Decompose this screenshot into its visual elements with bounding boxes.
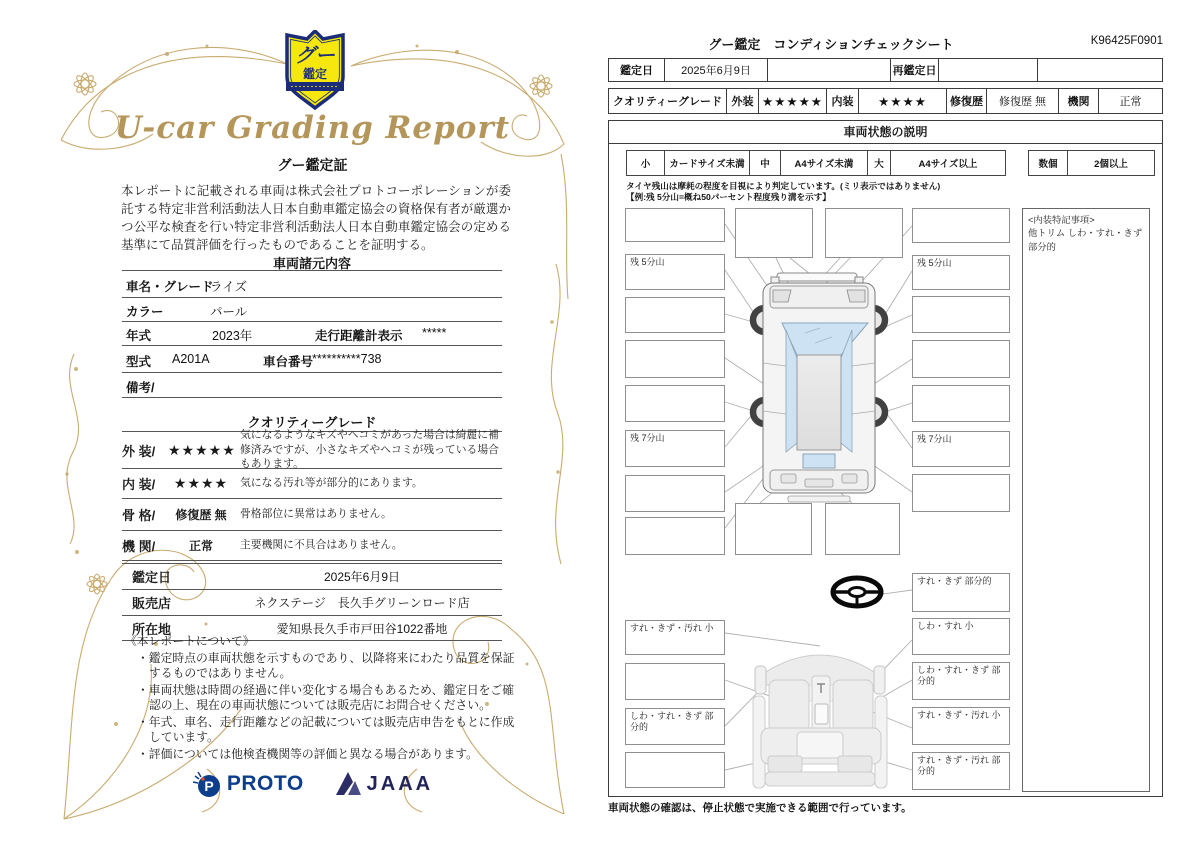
condition-box — [625, 340, 725, 378]
engine-value: 正常 — [1119, 96, 1142, 108]
quality-grade-summary-table — [608, 88, 1163, 114]
interior-stars: ★★★★ — [859, 89, 947, 113]
repair-history-label: 修復歴 — [947, 89, 987, 113]
spec-label: カラー — [126, 305, 164, 319]
condition-box — [825, 503, 900, 555]
spec-value: **********738 — [312, 352, 382, 366]
spec-label: 備考/ — [126, 381, 155, 395]
exterior-label: 外装 — [727, 89, 759, 113]
about-report-notes — [125, 634, 517, 763]
condition-box — [625, 752, 725, 788]
condition-box — [912, 208, 1010, 243]
date-value-cell: 2025年6月9日 — [665, 59, 768, 81]
sheet-title: グー鑑定 コンディションチェックシート — [708, 37, 954, 52]
spec-label: 車台番号 — [263, 355, 314, 369]
interior-special-notes-panel — [1022, 208, 1150, 792]
size-large-label: 大 — [868, 151, 891, 175]
condition-box — [735, 208, 813, 258]
about-note-item: ・年式、車名、走行距離などの記載については販売店申告をもとに作成しています。 — [137, 714, 515, 745]
about-note-item: ・車両状態は時間の経過に伴い変化する場合もあるため、鑑定日をご確認の上、現在の車両状態については販売店にお問合せください。 — [137, 682, 515, 713]
grade-label: 骨 格/ — [122, 508, 156, 523]
badge-bottom-text: 鑑定 — [302, 67, 328, 81]
empty-cell — [1038, 59, 1162, 81]
table-row — [122, 297, 502, 321]
grading-report-page — [55, 22, 570, 828]
size-small-label: 小 — [627, 151, 665, 175]
report-title: U-car Grading Report — [114, 110, 511, 146]
exterior-stars: ★★★★★ — [759, 89, 827, 113]
condition-box — [825, 208, 903, 258]
condition-box-tire-rear-right: 残 7分山 — [912, 431, 1010, 467]
table-row — [122, 270, 502, 297]
spec-label: 車名・グレード — [126, 280, 214, 294]
table-row — [122, 589, 502, 615]
condition-box — [625, 517, 725, 555]
about-note-item: ・評価については他検査機関等の評価と異なる場合があります。 — [137, 746, 478, 761]
spec-value: ***** — [422, 326, 447, 340]
info-label: 鑑定日 — [132, 570, 172, 585]
footer-logos — [55, 770, 570, 798]
dealer-info-table — [122, 563, 502, 641]
tire-note-line1: タイヤ残山は摩耗の程度を目視により判定しています。(ミリ表示ではありません) — [626, 181, 941, 191]
redate-label-cell: 再鑑定日 — [891, 59, 939, 81]
info-label: 所在地 — [132, 621, 172, 637]
info-label: 販売店 — [132, 596, 172, 611]
about-note-item: ・鑑定時点の車両状態を示すものであり、以降将来にわたり品質を保証するものではありません。 — [137, 650, 515, 681]
spec-section-title: 車両諸元内容 — [272, 256, 351, 271]
condition-box — [625, 475, 725, 512]
condition-box — [625, 297, 725, 333]
empty-cell — [939, 59, 1038, 81]
goo-kantei-badge-icon — [283, 30, 347, 110]
proto-logo-text: PROTO — [226, 772, 304, 795]
grade-table-label: クオリティーグレード — [609, 89, 727, 113]
condition-box — [735, 503, 812, 555]
proto-logo-icon — [192, 770, 222, 798]
count-label: 数個 — [1029, 151, 1068, 175]
document-number: K96425F0901 — [1090, 35, 1163, 47]
interior-label: 内装 — [827, 89, 859, 113]
table-row — [122, 372, 502, 398]
quality-grade-table — [122, 431, 502, 561]
condition-box — [912, 474, 1010, 512]
info-value: 愛知県長久手市戸田谷1022番地 — [276, 621, 448, 636]
condition-box — [912, 385, 1010, 422]
condition-box — [625, 663, 725, 700]
condition-box — [912, 340, 1010, 378]
grade-description: 骨格部位に異常はありません。 — [240, 508, 392, 521]
condition-box-interior: すれ・きず・汚れ 小 — [912, 707, 1010, 745]
condition-box — [625, 385, 725, 422]
condition-box-interior: しわ・すれ・きず 部分的 — [912, 662, 1010, 700]
proto-icon-letter: P — [204, 778, 214, 794]
condition-box-interior: しわ・すれ・きず 部分的 — [625, 708, 725, 745]
grade-label: 機 関/ — [122, 539, 156, 554]
interior-notes-body: 他トリム しわ・すれ・きず 部分的 — [1028, 228, 1143, 252]
grade-stars: ★★★★ — [173, 475, 229, 491]
size-large-desc: A4サイズ以上 — [918, 159, 978, 170]
interior-notes-title: <内装特記事項> — [1028, 215, 1095, 225]
table-row — [122, 321, 502, 345]
proto-logo — [192, 770, 304, 798]
spec-label: 型式 — [126, 355, 152, 369]
size-medium-label: 中 — [750, 151, 781, 175]
condition-box — [912, 296, 1010, 333]
engine-label: 機関 — [1059, 89, 1099, 113]
vehicle-spec-table — [122, 270, 502, 398]
jaaa-logo-icon — [334, 771, 362, 797]
condition-box-interior: すれ・きず・汚れ 小 — [625, 620, 725, 655]
condition-section-title: 車両状態の説明 — [609, 121, 1162, 144]
condition-box-tire-rear-left: 残 7分山 — [625, 430, 725, 467]
condition-box-tire-front-right: 残 5分山 — [912, 255, 1010, 290]
table-row — [122, 498, 502, 530]
spec-value: A201A — [172, 352, 210, 366]
about-title: 《本レポートについて》 — [125, 634, 255, 648]
count-legend-table — [1028, 150, 1155, 176]
size-medium-desc: A4サイズ未満 — [781, 151, 868, 175]
appraisal-date-table — [608, 58, 1163, 82]
size-small-desc: カードサイズ未満 — [665, 151, 750, 175]
grade-label: 内 装/ — [122, 477, 156, 492]
condition-box — [625, 208, 725, 242]
table-row — [122, 345, 502, 372]
table-row — [122, 563, 502, 589]
spec-value: 2023年 — [212, 329, 253, 343]
condition-check-sheet-page — [600, 28, 1170, 828]
size-legend-table — [626, 150, 1006, 176]
badge-top-text: グー — [295, 45, 335, 67]
info-value: ネクステージ 長久手グリーンロード店 — [254, 596, 470, 610]
condition-box-interior: すれ・きず・汚れ 部分的 — [912, 752, 1010, 790]
grade-description: 気になるようなキズやヘコミがあった場合は綺麗に補修済みですが、小さなキズやヘコミが残っている場合もあります。 — [240, 429, 499, 471]
grade-label: 外 装/ — [122, 443, 156, 459]
table-row — [122, 530, 502, 561]
table-row — [122, 468, 502, 498]
condition-box-steering: すれ・きず 部分的 — [912, 573, 1010, 612]
condition-box-tire-front-left: 残 5分山 — [625, 254, 725, 290]
certificate-subtitle: グー鑑定証 — [277, 157, 348, 173]
tire-note-line2: 【例:残 5分山=概ね50パーセント程度残り溝を示す】 — [626, 192, 831, 202]
empty-cell — [768, 59, 891, 81]
grade-value: 修復歴 無 — [175, 508, 227, 522]
count-desc: 2個以上 — [1094, 159, 1128, 170]
spec-label: 年式 — [126, 329, 152, 343]
jaaa-logo — [334, 771, 433, 797]
condition-box-interior: しわ・すれ 小 — [912, 618, 1010, 655]
certificate-body-text: 本レポートに記載される車両は株式会社プロトコーポレーションが委託する特定非営利活動法人日本自動車鑑定協会の資格保有者が厳選かつ公平な検査を行い特定非営利活動法人日本自動車鑑定協会の定める基準にて品質評価を行ったものであることを証明する。 — [121, 184, 511, 252]
grade-section-title: クオリティーグレード — [247, 415, 377, 430]
grade-stars: ★★★★★ — [168, 441, 236, 458]
date-label-cell: 鑑定日 — [609, 59, 665, 81]
grade-description: 気になる汚れ等が部分的にあります。 — [240, 477, 423, 490]
spec-value: ライズ — [210, 280, 248, 294]
grade-value: 正常 — [188, 539, 213, 553]
table-row — [122, 429, 502, 471]
grade-description: 主要機関に不具合はありません。 — [240, 539, 403, 552]
repair-history-value: 修復歴 無 — [987, 89, 1059, 113]
jaaa-logo-text: JAAA — [366, 772, 434, 795]
spec-label: 走行距離計表示 — [315, 329, 403, 343]
footer-note: 車両状態の確認は、停止状態で実施できる範囲で行っています。 — [608, 802, 912, 814]
spec-value: パール — [210, 305, 248, 319]
info-value: 2025年6月9日 — [323, 570, 401, 584]
